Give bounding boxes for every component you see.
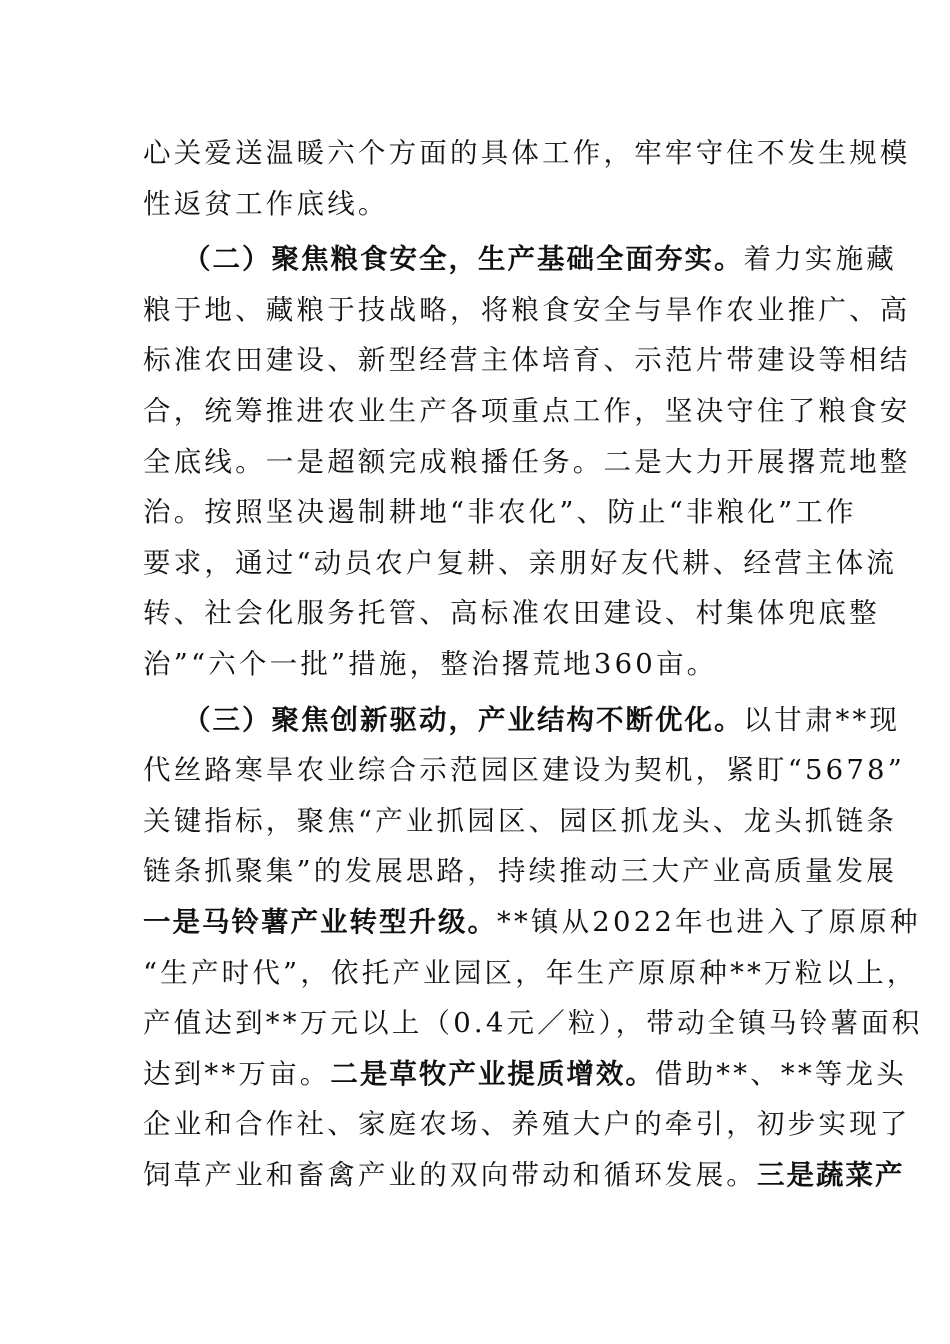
text-line bbox=[143, 1049, 907, 1100]
text-line: 产值达到**万元以上（0.4元／粒），带动全镇马铃薯面积 bbox=[143, 1007, 923, 1040]
text-line: 标准农田建设、新型经营主体培育、示范片带建设等相结 bbox=[143, 344, 911, 377]
text-line: 全底线。一是超额完成粮播任务。二是大力开展撂荒地整 bbox=[143, 445, 911, 478]
text-line: 心关爱送温暖六个方面的具体工作，牢牢守住不发生规模 bbox=[143, 137, 911, 169]
text-line: 转、社会化服务托管、高标准农田建设、村集体兜底整 bbox=[143, 597, 880, 630]
bold-lead-1: 一是马铃薯产业转型升级。 bbox=[143, 905, 497, 938]
text-line bbox=[143, 1150, 905, 1201]
paragraph-1 bbox=[143, 128, 911, 229]
text-line: 企业和合作社、家庭农场、养殖大户的牵引，初步实现了 bbox=[143, 1108, 911, 1141]
section-heading-3: （三）聚焦创新驱动，产业结构不断优化。 bbox=[183, 703, 744, 736]
paragraph-3 bbox=[143, 695, 923, 1201]
text-line bbox=[143, 897, 921, 948]
text-run: 达到**万亩。 bbox=[143, 1057, 331, 1090]
document-body bbox=[143, 128, 923, 1200]
text-run: **镇从2022年也进入了原原种 bbox=[497, 905, 921, 938]
text-run: 着力实施藏 bbox=[743, 243, 897, 276]
text-line: 代丝路寒旱农业综合示范园区建设为契机，紧盯“5678” bbox=[143, 754, 906, 787]
text-line: 链条抓聚集”的发展思路，持续推动三大产业高质量发展 bbox=[143, 855, 898, 888]
bold-lead-3: 三是蔬菜产 bbox=[757, 1158, 905, 1191]
text-line: 治。按照坚决遏制耕地“非农化”、防止“非粮化”工作 bbox=[143, 496, 857, 529]
text-line: 粮于地、藏粮于技战略，将粮食安全与旱作农业推广、高 bbox=[143, 293, 911, 326]
bold-lead-2: 二是草牧产业提质增效。 bbox=[330, 1057, 655, 1090]
text-run: 借助**、**等龙头 bbox=[654, 1057, 907, 1090]
text-run: 以甘肃**现 bbox=[743, 703, 901, 736]
text-run: 饲草产业和畜禽产业的双向带动和循环发展。 bbox=[143, 1158, 757, 1191]
text-line bbox=[143, 234, 897, 285]
text-line: 关键指标，聚焦“产业抓园区、园区抓龙头、龙头抓链条 bbox=[143, 804, 898, 837]
text-line: 治”“六个一批”措施，整治撂荒地360亩。 bbox=[143, 647, 718, 680]
text-line: 合，统筹推进农业生产各项重点工作，坚决守住了粮食安 bbox=[143, 394, 911, 427]
paragraph-2 bbox=[143, 234, 911, 689]
text-line: 要求，通过“动员农户复耕、亲朋好友代耕、经营主体流 bbox=[143, 546, 898, 579]
text-line: 性返贫工作底线。 bbox=[143, 187, 389, 220]
text-line: “生产时代”，依托产业园区，年生产原原种**万粒以上， bbox=[143, 956, 918, 989]
text-line bbox=[143, 695, 901, 746]
section-heading-2: （二）聚焦粮食安全，生产基础全面夯实。 bbox=[183, 243, 744, 276]
